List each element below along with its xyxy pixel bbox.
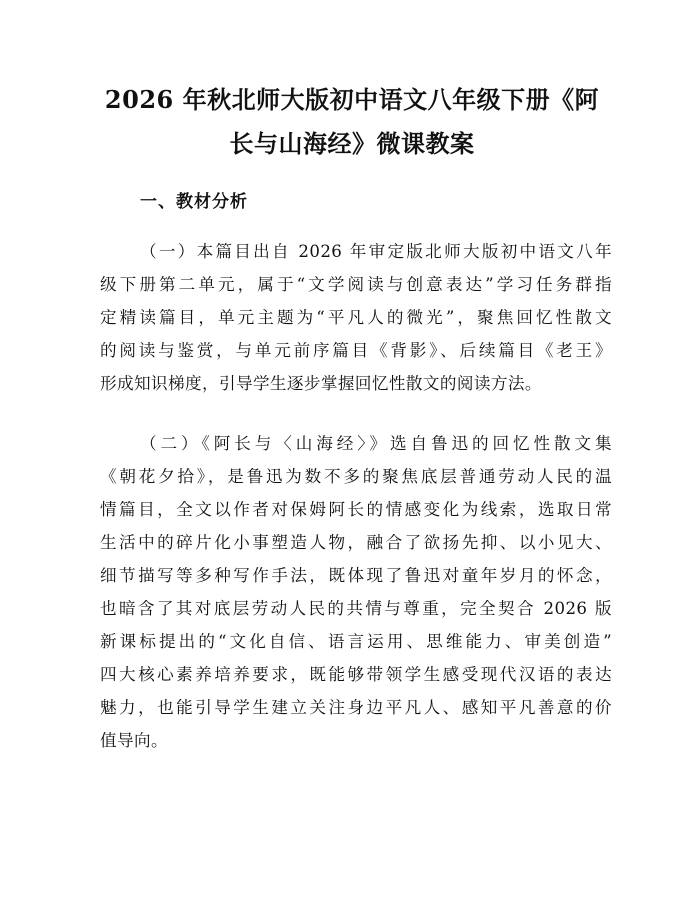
- paragraph-line: 形成知识梯度，引导学生逐步掌握回忆性散文的阅读方法。: [100, 374, 542, 393]
- paragraph-line: 也暗含了其对底层劳动人民的共情与尊重，完全契合 2026 版: [100, 599, 612, 618]
- paragraph-line: 级下册第二单元，属于“文学阅读与创意表达”学习任务群指: [100, 275, 612, 294]
- paragraph-line: 新课标提出的“文化自信、语言运用、思维能力、审美创造”: [100, 632, 612, 651]
- paragraph-line: 细节描写等多种写作手法，既体现了鲁迅对童年岁月的怀念，: [100, 566, 612, 585]
- title-line: 长与山海经》微课教案: [229, 129, 475, 158]
- section-heading: 一、教材分析: [140, 192, 248, 212]
- paragraph-2: [100, 427, 612, 757]
- paragraph-line: 定精读篇目，单元主题为“平凡人的微光”，聚焦回忆性散文: [100, 308, 612, 327]
- paragraph-line: 《朝花夕拾》，是鲁迅为数不多的聚焦底层普通劳动人民的温: [100, 467, 612, 486]
- paragraph-line: 四大核心素养培养要求，既能够带领学生感受现代汉语的表达: [100, 665, 612, 684]
- paragraph-line: （一）本篇目出自 2026 年审定版北师大版初中语文八年: [140, 242, 612, 261]
- paragraph-line: 值导向。: [100, 731, 168, 750]
- paragraph-line: （二）《阿长与〈山海经〉》选自鲁迅的回忆性散文集: [140, 434, 612, 453]
- title-line: 2026 年秋北师大版初中语文八年级下册《阿: [104, 85, 600, 114]
- document-title: [98, 78, 606, 166]
- paragraph-line: 的阅读与鉴赏，与单元前序篇目《背影》、后续篇目《老王》: [100, 341, 612, 360]
- paragraph-line: 生活中的碎片化小事塑造人物，融合了欲扬先抑、以小见大、: [100, 533, 612, 552]
- paragraph-1: [100, 235, 612, 400]
- paragraph-line: 魅力，也能引导学生建立关注身边平凡人、感知平凡善意的价: [100, 698, 612, 717]
- paragraph-line: 情篇目，全文以作者对保姆阿长的情感变化为线索，选取日常: [100, 500, 612, 519]
